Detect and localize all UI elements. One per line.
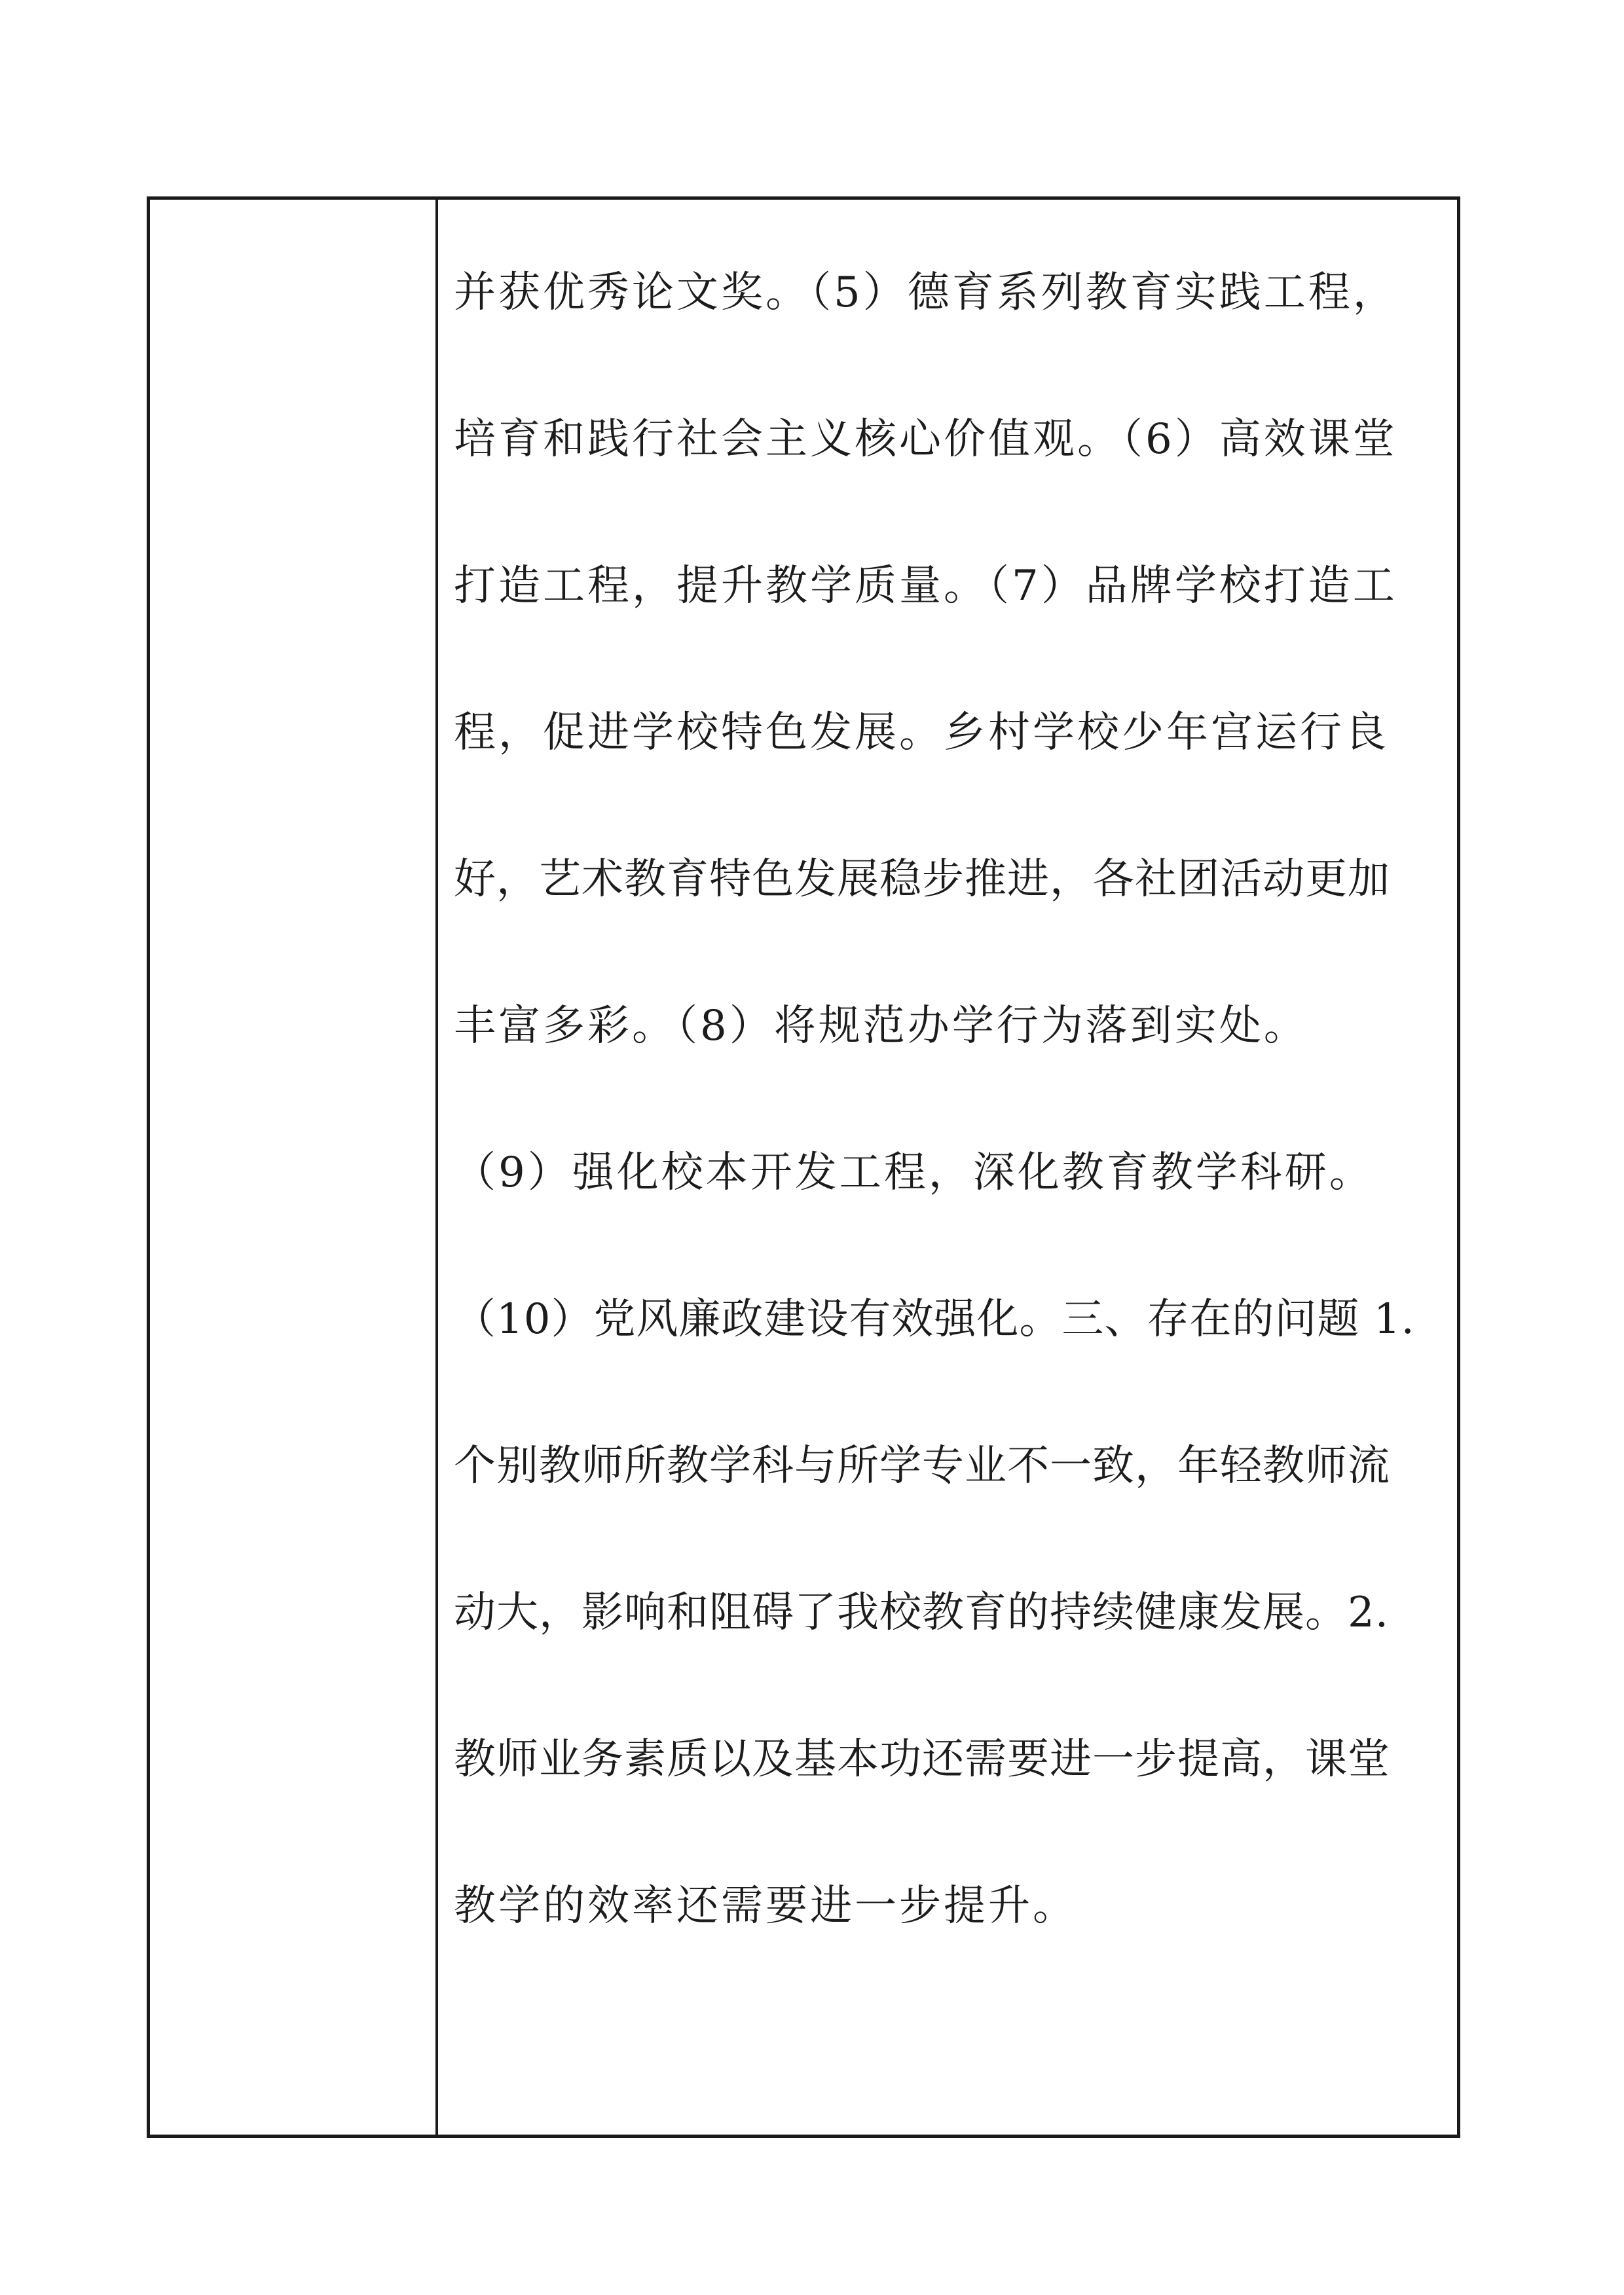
text-line: （10）党风廉政建设有效强化。三、存在的问题 1. xyxy=(454,1295,1415,1344)
text-line: 教师业务素质以及基本功还需要进一步提高，课堂 xyxy=(454,1735,1390,1784)
form-table xyxy=(147,196,1460,2138)
text-line: （9）强化校本开发工程，深化教育教学科研。 xyxy=(454,1148,1374,1197)
body-text xyxy=(454,219,1456,1979)
text-line: 个别教师所教学科与所学专业不一致，年轻教师流 xyxy=(454,1442,1390,1490)
text-line: 并获优秀论文奖。（5）德育系列教育实践工程， xyxy=(454,268,1397,317)
table-right-cell xyxy=(438,200,1457,2135)
text-line: 培育和践行社会主义核心价值观。（6）高效课堂 xyxy=(454,415,1397,464)
text-line: 丰富多彩。（8）将规范办学行为落到实处。 xyxy=(454,1002,1308,1050)
text-line: 动大，影响和阻碍了我校教育的持续健康发展。2. xyxy=(454,1588,1390,1637)
table-left-cell xyxy=(150,200,438,2135)
text-line: 好，艺术教育特色发展稳步推进，各社团活动更加 xyxy=(454,855,1390,904)
text-line: 教学的效率还需要进一步提升。 xyxy=(454,1882,1077,1930)
text-line: 程，促进学校特色发展。乡村学校少年宫运行良 xyxy=(454,708,1389,757)
text-line: 打造工程，提升教学质量。（7）品牌学校打造工 xyxy=(454,562,1397,610)
